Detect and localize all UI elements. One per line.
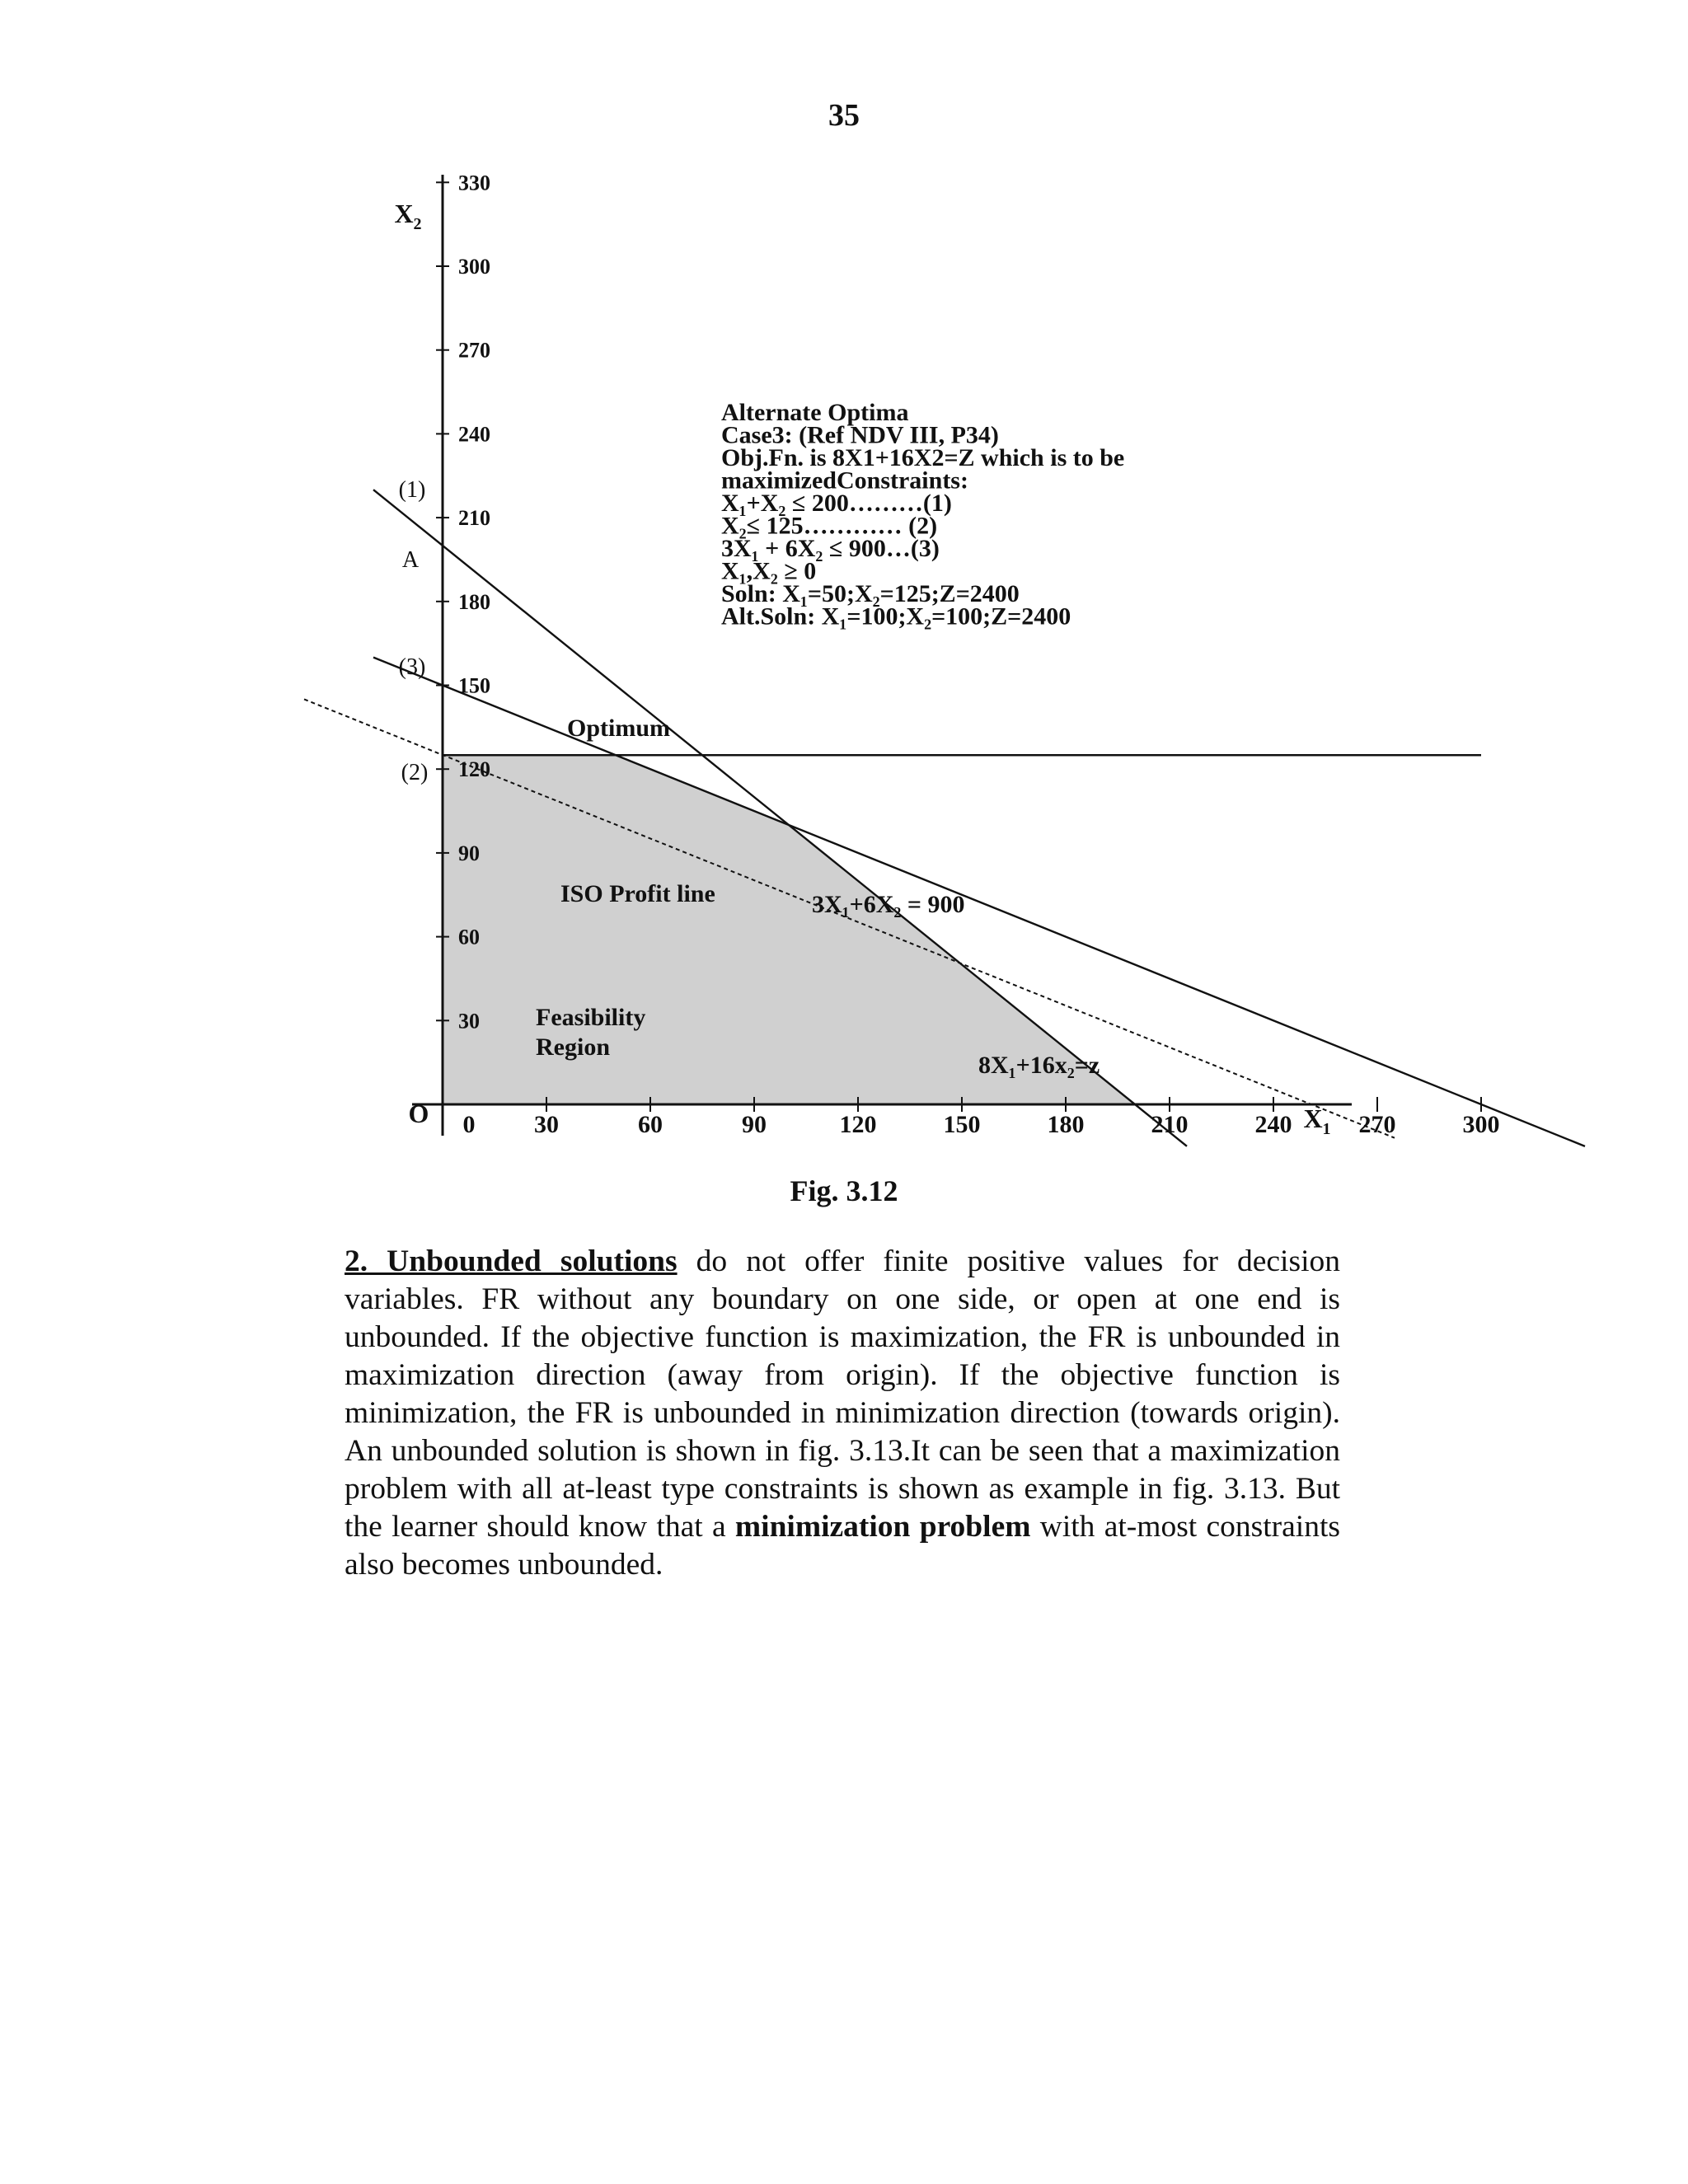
note-line: X₁+X₂ ≤ 200………(1) <box>721 490 952 517</box>
optimum-label: Optimum <box>567 715 671 742</box>
y-tick-label: 90 <box>458 841 480 865</box>
constraint-3-label: 3X₁+6X₂ = 900 <box>812 891 965 918</box>
bold-phrase: minimization problem <box>734 1510 1031 1544</box>
y-tick-label: 270 <box>458 338 490 363</box>
note-line: 3X₁ + 6X₂ ≤ 900…(3) <box>721 535 940 562</box>
x-tick-label: 300 <box>1462 1111 1500 1138</box>
line-2-label: (2) <box>401 760 429 785</box>
paragraph-part-2: with at-most constraints also becomes unbounded. <box>345 1510 1340 1582</box>
x-tick-label: 90 <box>742 1111 767 1138</box>
y-tick-label: 240 <box>458 422 490 447</box>
objective-label: 8X₁+16x₂=z <box>978 1052 1100 1079</box>
x-tick-label: 270 <box>1358 1111 1396 1138</box>
problem-notes <box>721 399 1124 630</box>
y-axis-label: $X_2$ <box>394 199 422 233</box>
x-tick-label: 180 <box>1047 1111 1085 1138</box>
body-paragraph <box>345 1243 1340 1584</box>
note-line: X₂≤ 125………… (2) <box>721 512 938 540</box>
x-tick-label: 210 <box>1151 1111 1189 1138</box>
iso-profit-label: ISO Profit line <box>560 880 715 907</box>
y-tick-label: 60 <box>458 925 480 949</box>
origin-label: O <box>408 1099 429 1128</box>
y-tick-label: 120 <box>458 757 490 782</box>
section-lead: 2. Unbounded solutions <box>345 1244 678 1278</box>
note-line: X₁,X₂ ≥ 0 <box>721 557 817 585</box>
note-line: Soln: X₁=50;X₂=125;Z=2400 <box>721 580 1020 607</box>
paragraph-part-1: do not offer finite positive values for decision variables. FR without any boundary on one side, or open at one end is unbounded. If the objective function is maximization, the FR is unbounded in maximization direction (away from origin). If the objective function is minimization, the FR is unbounded in minimization direction (towards origin). An unbounded solution is shown in fig. 3.13.It can be seen that a maximization problem with all at-least type constraints is shown as example in fig. 3.13. But the learner should know that a <box>345 1244 1340 1544</box>
line-1-label: (1) <box>398 477 426 503</box>
x-tick-label: 30 <box>534 1111 559 1138</box>
x-tick-label: 120 <box>839 1111 877 1138</box>
x-tick-label: 0 <box>462 1111 476 1138</box>
note-line: Alt.Soln: X₁=100;X₂=100;Z=2400 <box>721 602 1071 630</box>
note-line: Obj.Fn. is 8X1+16X2=Z which is to be <box>721 444 1125 471</box>
feasibility-label-line2: Region <box>536 1033 610 1061</box>
y-tick-label: 210 <box>458 506 490 531</box>
y-tick-label: 150 <box>458 673 490 698</box>
x-tick-label: 240 <box>1254 1111 1292 1138</box>
note-line: maximizedConstraints: <box>721 466 968 494</box>
note-line: Alternate Optima <box>721 399 909 426</box>
point-a-label: A <box>401 547 420 573</box>
feasibility-label-line1: Feasibility <box>536 1004 646 1031</box>
y-tick-label: 330 <box>458 171 490 195</box>
page-number: 35 <box>828 98 860 133</box>
line-3-label: (3) <box>398 654 426 680</box>
y-tick-label: 30 <box>458 1009 480 1033</box>
x-tick-label: 150 <box>943 1111 981 1138</box>
x-axis-label: $X_1$ <box>1303 1104 1331 1138</box>
y-tick-label: 300 <box>458 255 490 279</box>
figure-caption: Fig. 3.12 <box>790 1174 898 1207</box>
x-tick-label: 60 <box>638 1111 663 1138</box>
note-line: Case3: (Ref NDV III, P34) <box>721 421 999 449</box>
y-tick-label: 180 <box>458 589 490 614</box>
